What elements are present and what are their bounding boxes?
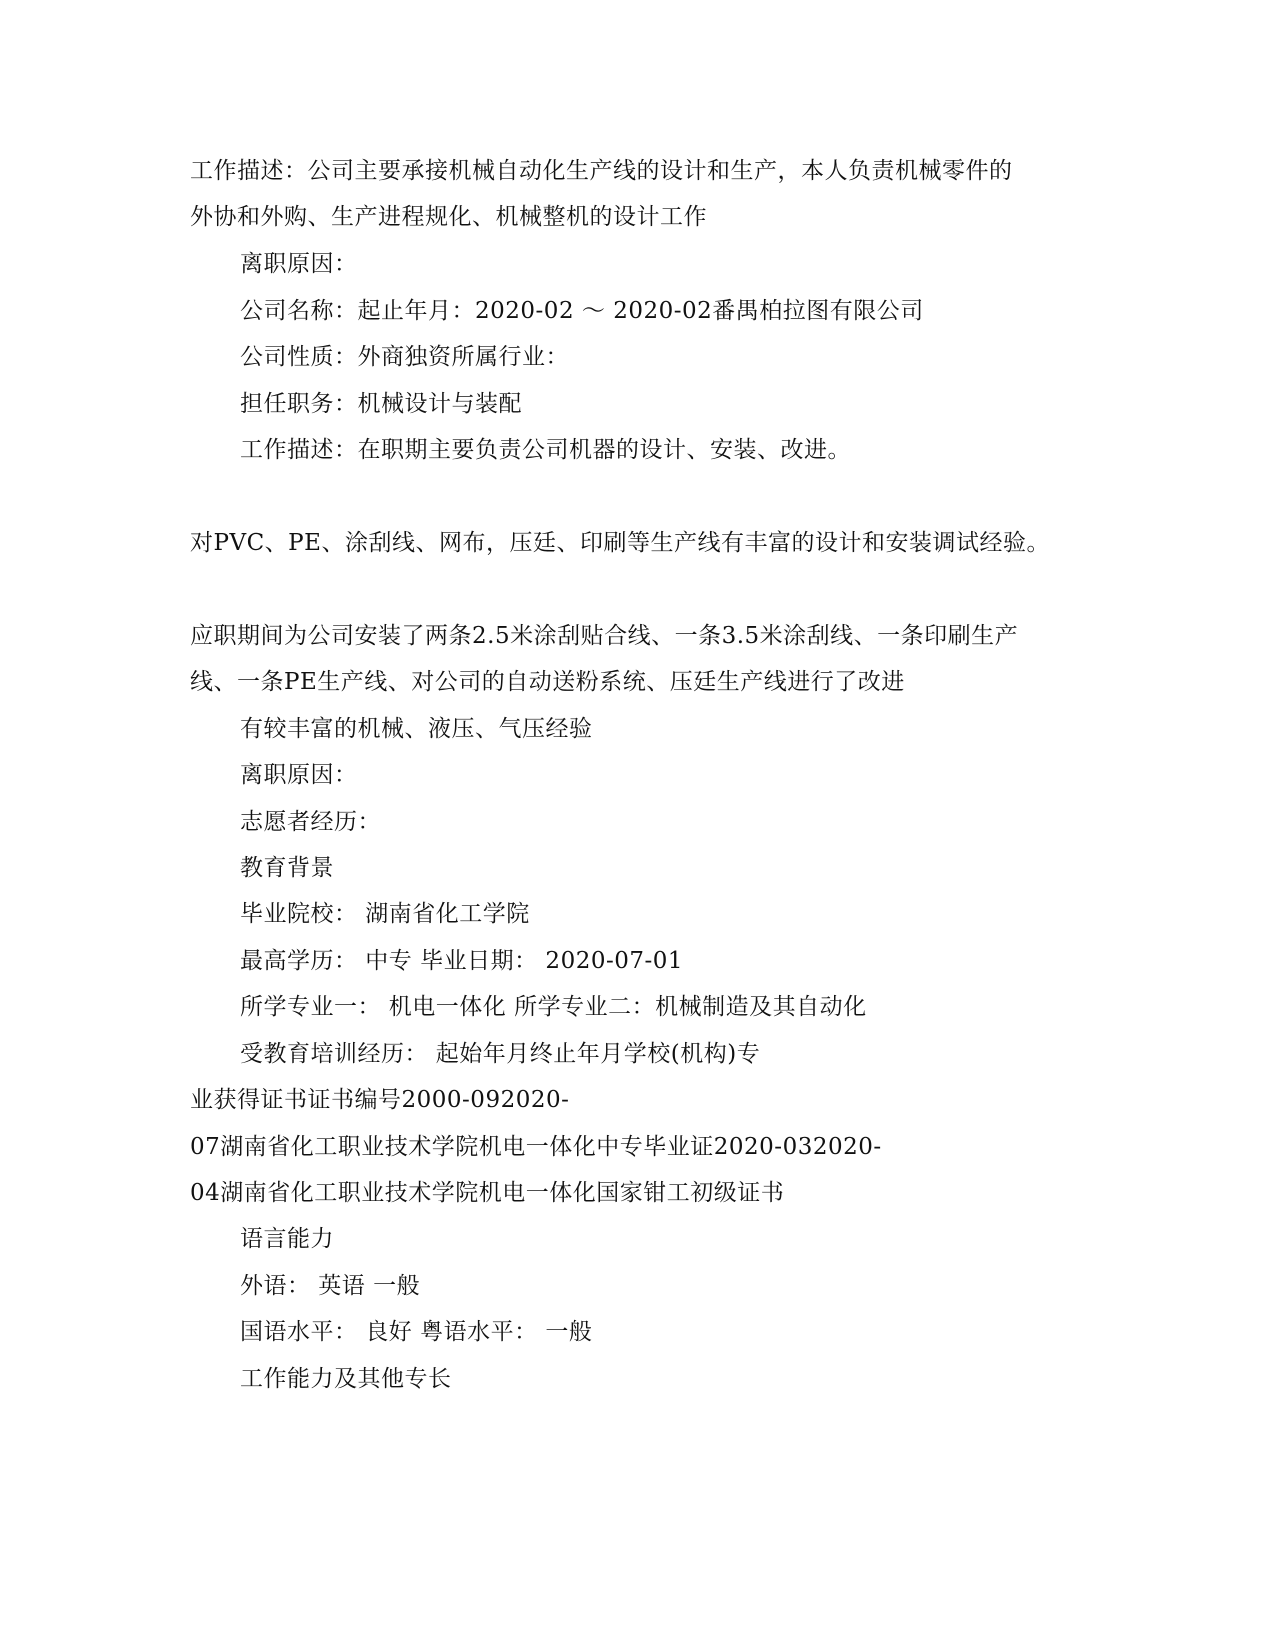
text-line: 04湖南省化工职业技术学院机电一体化国家钳工初级证书: [190, 1180, 785, 1206]
text-line: 毕业院校： 湖南省化工学院: [240, 901, 530, 927]
text-line: 国语水平： 良好 粤语水平： 一般: [240, 1319, 593, 1345]
text-line: 外协和外购、生产进程规化、机械整机的设计工作: [190, 204, 707, 230]
text-line: 志愿者经历：: [240, 809, 381, 835]
text-line: 工作描述：在职期主要负责公司机器的设计、安装、改进。: [240, 437, 851, 463]
text-line: 受教育培训经历： 起始年月终止年月学校(机构)专: [240, 1041, 761, 1067]
text-line: 所学专业一： 机电一体化 所学专业二：机械制造及其自动化: [240, 994, 867, 1020]
section-heading: 工作能力及其他专长: [240, 1366, 452, 1392]
text-line: 工作描述：公司主要承接机械自动化生产线的设计和生产，本人负责机械零件的: [190, 158, 1013, 184]
text-line: 对PVC、PE、涂刮线、网布，压廷、印刷等生产线有丰富的设计和安装调试经验。: [190, 530, 1050, 556]
text-line: 离职原因：: [240, 251, 358, 277]
text-line: 有较丰富的机械、液压、气压经验: [240, 716, 593, 742]
text-line: 线、一条PE生产线、对公司的自动送粉系统、压廷生产线进行了改进: [190, 669, 905, 695]
section-heading: 语言能力: [240, 1226, 334, 1252]
text-line: 最高学历： 中专 毕业日期： 2020-07-01: [240, 948, 684, 974]
text-line: 07湖南省化工职业技术学院机电一体化中专毕业证2020-032020-: [190, 1134, 882, 1160]
text-line: 公司性质：外商独资所属行业：: [240, 344, 569, 370]
text-line: 业获得证书证书编号2000-092020-: [190, 1087, 570, 1113]
text-line: 外语： 英语 一般: [240, 1273, 421, 1299]
text-line: 应职期间为公司安装了两条2.5米涂刮贴合线、一条3.5米涂刮线、一条印刷生产: [190, 623, 1019, 649]
text-line: 担任职务：机械设计与装配: [240, 391, 522, 417]
text-line: 公司名称：起止年月：2020-02 ～ 2020-02番禺柏拉图有限公司: [240, 298, 924, 324]
section-heading: 教育背景: [240, 855, 334, 881]
text-line: 离职原因：: [240, 762, 358, 788]
